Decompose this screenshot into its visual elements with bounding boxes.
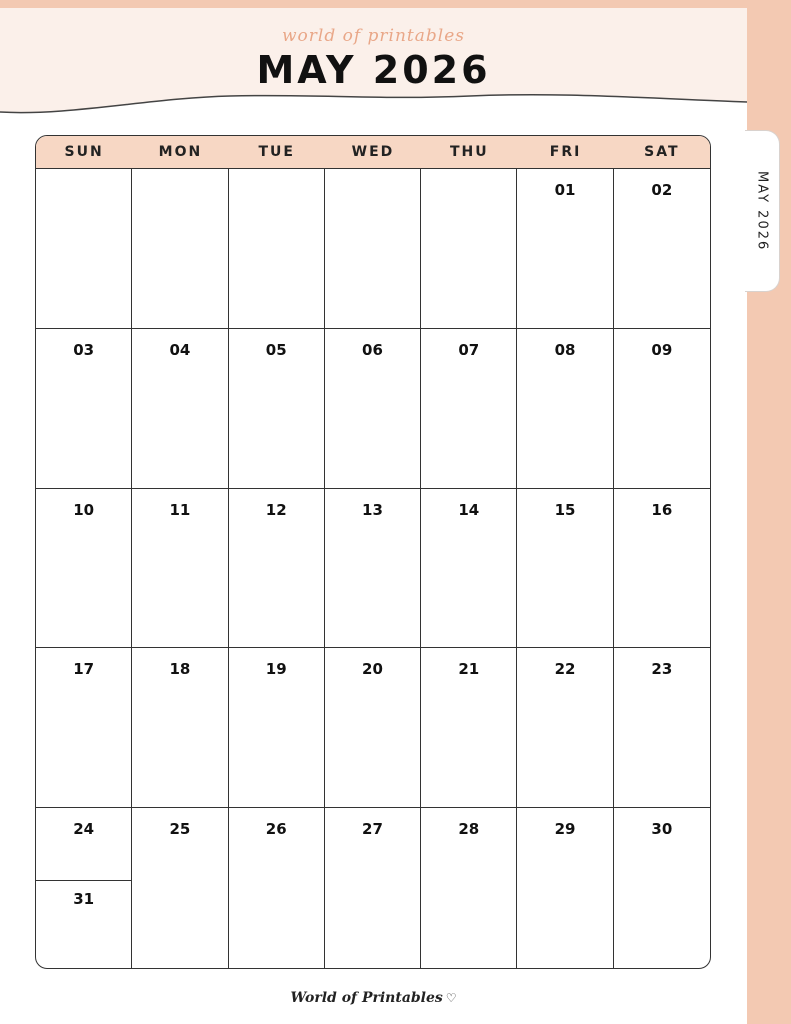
footer-brand xyxy=(0,990,747,1006)
day-number: 05 xyxy=(265,340,287,359)
day-number: 29 xyxy=(554,820,576,839)
weekday-fri: FRI xyxy=(549,144,582,160)
weekday-mon: MON xyxy=(158,144,203,160)
day-number: 18 xyxy=(169,660,191,679)
day-cell[interactable] xyxy=(421,808,517,968)
month-title: MAY 2026 xyxy=(256,48,491,92)
day-cell[interactable] xyxy=(229,329,325,489)
day-number: 27 xyxy=(362,820,383,839)
day-cell[interactable] xyxy=(421,648,517,808)
weekday-sun: SUN xyxy=(64,144,104,160)
day-cell[interactable] xyxy=(614,808,710,968)
day-number: 30 xyxy=(651,820,673,839)
day-number: 14 xyxy=(458,500,480,519)
day-cell[interactable] xyxy=(421,489,517,649)
header-band xyxy=(0,8,747,120)
day-number: 19 xyxy=(265,660,287,679)
day-cell[interactable] xyxy=(132,648,228,808)
day-number: 01 xyxy=(554,181,576,199)
day-cell[interactable] xyxy=(132,169,228,329)
day-cell[interactable] xyxy=(517,648,613,808)
brand-script-title: world of printables xyxy=(281,26,466,46)
day-cell[interactable] xyxy=(325,329,421,489)
tab-label: MAY 2026 xyxy=(754,170,770,252)
day-number: 22 xyxy=(554,660,576,679)
weekday-header-row xyxy=(36,136,710,169)
month-tab[interactable] xyxy=(745,130,780,292)
day-cell[interactable] xyxy=(229,169,325,329)
day-cell[interactable] xyxy=(132,808,228,968)
day-cell[interactable] xyxy=(36,489,132,649)
split-cell-divider xyxy=(36,880,131,881)
day-number: 23 xyxy=(651,660,673,679)
day-number: 10 xyxy=(73,500,95,519)
day-number: 13 xyxy=(362,500,383,519)
day-cell[interactable] xyxy=(229,489,325,649)
day-number: 28 xyxy=(458,820,480,839)
day-cell[interactable] xyxy=(614,169,710,329)
footer-brand-text: World of Printables xyxy=(290,990,443,1006)
day-cell[interactable] xyxy=(517,489,613,649)
day-cell[interactable] xyxy=(325,808,421,968)
day-cell[interactable] xyxy=(325,489,421,649)
day-cell[interactable] xyxy=(132,329,228,489)
weekday-sat: SAT xyxy=(644,144,680,160)
day-cell[interactable] xyxy=(325,648,421,808)
day-number: 07 xyxy=(458,340,480,359)
day-cell[interactable] xyxy=(36,648,132,808)
day-cell[interactable] xyxy=(421,329,517,489)
day-cell[interactable] xyxy=(325,169,421,329)
day-cell[interactable] xyxy=(229,648,325,808)
day-number: 26 xyxy=(265,820,287,839)
day-number: 24 xyxy=(73,820,95,839)
day-cell[interactable] xyxy=(614,329,710,489)
day-number: 09 xyxy=(651,340,673,359)
calendar-grid xyxy=(35,135,711,969)
day-number: 17 xyxy=(73,660,95,679)
day-cell[interactable] xyxy=(517,169,613,329)
day-number: 11 xyxy=(169,500,191,519)
day-number: 03 xyxy=(73,340,95,359)
planner-page xyxy=(0,8,747,1024)
day-number: 16 xyxy=(651,500,673,519)
day-number: 12 xyxy=(265,500,287,519)
weekday-wed: WED xyxy=(351,144,395,160)
day-cell[interactable] xyxy=(36,329,132,489)
day-number: 21 xyxy=(458,660,480,679)
weekday-tue: TUE xyxy=(258,144,295,160)
day-grid xyxy=(36,169,710,968)
day-number: 04 xyxy=(169,340,191,359)
top-accent-strip xyxy=(0,0,791,8)
weekday-thu: THU xyxy=(449,144,489,160)
day-cell[interactable] xyxy=(421,169,517,329)
day-cell[interactable] xyxy=(36,808,132,968)
day-cell[interactable] xyxy=(517,808,613,968)
day-cell[interactable] xyxy=(229,808,325,968)
day-cell[interactable] xyxy=(36,169,132,329)
day-cell[interactable] xyxy=(132,489,228,649)
day-number: 06 xyxy=(362,340,383,359)
day-number: 08 xyxy=(554,340,576,359)
day-cell[interactable] xyxy=(614,648,710,808)
day-cell[interactable] xyxy=(517,329,613,489)
day-number: 15 xyxy=(554,500,576,519)
day-number: 25 xyxy=(169,820,191,839)
day-number: 20 xyxy=(362,660,383,679)
day-number: 02 xyxy=(651,181,673,199)
day-cell[interactable] xyxy=(614,489,710,649)
heart-icon: ♡ xyxy=(445,991,457,1005)
day-number-overflow: 31 xyxy=(73,890,95,909)
